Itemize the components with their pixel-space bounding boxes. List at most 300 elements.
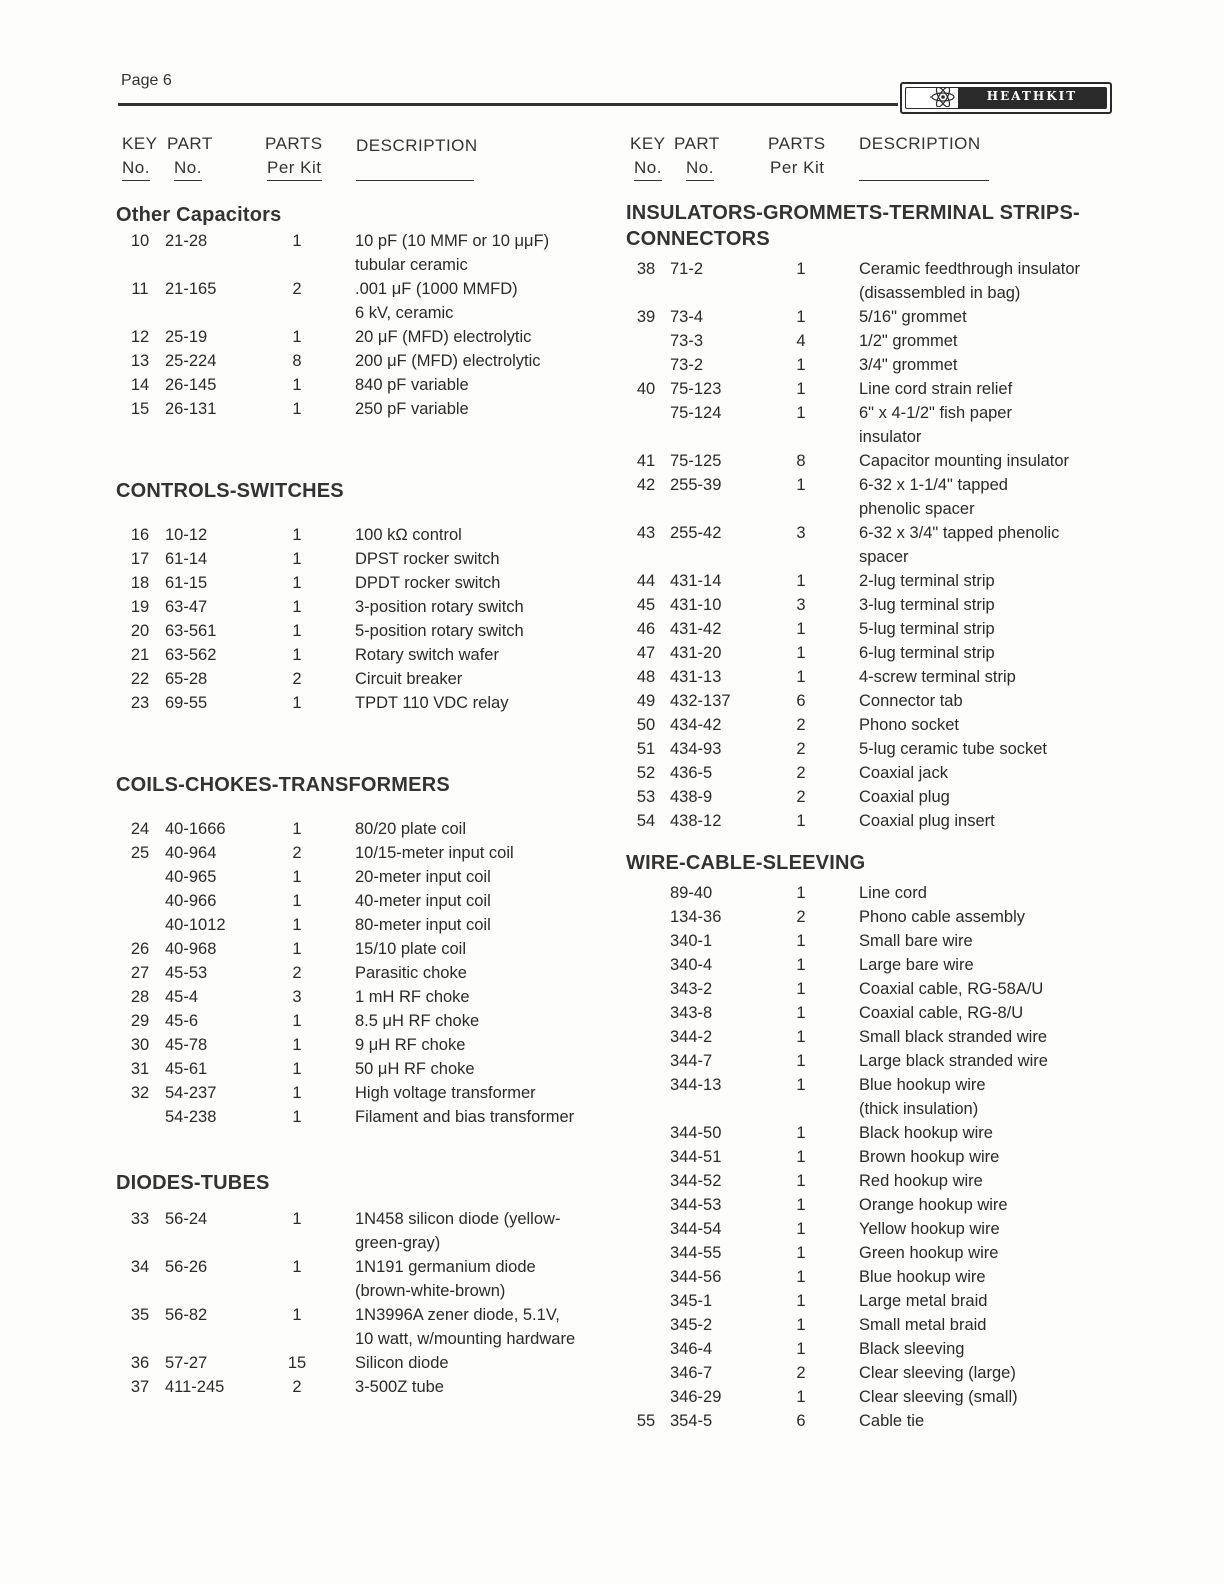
part-number: 431-20 [670, 644, 722, 662]
parts-per-kit: 1 [292, 1306, 302, 1324]
key-number: 22 [130, 670, 150, 688]
description: 10 pF (10 MMF or 10 μμF) [355, 232, 550, 250]
parts-per-kit: 1 [796, 1268, 806, 1286]
parts-per-kit: 1 [796, 1316, 806, 1334]
part-number: 45-61 [165, 1060, 208, 1078]
description: 100 kΩ control [355, 526, 462, 544]
header-part-bottom: No. [174, 156, 202, 181]
description: tubular ceramic [355, 256, 468, 274]
parts-per-kit: 1 [292, 820, 302, 838]
parts-per-kit: 1 [292, 598, 302, 616]
part-number: 75-124 [670, 404, 722, 422]
parts-per-kit: 1 [292, 694, 302, 712]
parts-per-kit: 1 [796, 572, 806, 590]
key-number: 30 [130, 1036, 150, 1054]
table-row [116, 280, 606, 328]
table-row [626, 476, 1106, 524]
section-title [116, 202, 606, 232]
part-number: 134-36 [670, 908, 722, 926]
table-row [626, 572, 1106, 596]
description: (brown-white-brown) [355, 1282, 506, 1300]
parts-per-kit: 1 [796, 1124, 806, 1142]
description: TPDT 110 VDC relay [355, 694, 509, 712]
description: Silicon diode [355, 1354, 449, 1372]
table-row [116, 868, 606, 892]
table-row [626, 596, 1106, 620]
parts-per-kit: 2 [292, 280, 302, 298]
header-rule [118, 103, 898, 106]
part-number: 69-55 [165, 694, 208, 712]
table-row [626, 764, 1106, 788]
table-row [116, 328, 606, 352]
header-part-top: PART [167, 134, 213, 153]
description: Parasitic choke [355, 964, 467, 982]
description: spacer [859, 548, 909, 566]
table-row [626, 1364, 1106, 1388]
table-row [626, 716, 1106, 740]
key-number: 27 [130, 964, 150, 982]
table-row [116, 964, 606, 988]
description: 8.5 μH RF choke [355, 1012, 480, 1030]
table-row [116, 1354, 606, 1378]
table-row [626, 308, 1106, 332]
parts-per-kit: 1 [292, 550, 302, 568]
table-row [626, 260, 1106, 308]
key-number: 51 [636, 740, 656, 758]
table-row [626, 788, 1106, 812]
part-number: 344-53 [670, 1196, 722, 1214]
key-number: 39 [636, 308, 656, 326]
parts-per-kit: 1 [292, 1084, 302, 1102]
parts-per-kit: 15 [287, 1354, 307, 1372]
part-number: 40-1012 [165, 916, 226, 934]
table-row [116, 1210, 606, 1258]
table-row [116, 574, 606, 598]
table-row [626, 980, 1106, 1004]
table-row [116, 646, 606, 670]
description: 3/4" grommet [859, 356, 958, 374]
parts-per-kit: 1 [796, 620, 806, 638]
description: .001 μF (1000 MMFD) [355, 280, 518, 298]
table-row [626, 1004, 1106, 1028]
part-number: 73-2 [670, 356, 704, 374]
description: Orange hookup wire [859, 1196, 1008, 1214]
key-number: 32 [130, 1084, 150, 1102]
table-row [116, 352, 606, 376]
key-number: 28 [130, 988, 150, 1006]
parts-per-kit: 1 [292, 1060, 302, 1078]
description: Coaxial plug insert [859, 812, 995, 830]
description: DPST rocker switch [355, 550, 500, 568]
part-number: 40-966 [165, 892, 217, 910]
key-number: 43 [636, 524, 656, 542]
parts-per-kit: 2 [292, 844, 302, 862]
header-parts-top: PARTS [768, 134, 826, 153]
description: 5-lug terminal strip [859, 620, 995, 638]
part-number: 26-131 [165, 400, 217, 418]
table-row [626, 1172, 1106, 1196]
table-row [116, 1012, 606, 1036]
table-row [116, 694, 606, 718]
description: Cable tie [859, 1412, 925, 1430]
section-title-line: CONNECTORS [626, 228, 770, 250]
table-row [626, 1148, 1106, 1172]
part-number: 344-56 [670, 1268, 722, 1286]
description: Ceramic feedthrough insulator [859, 260, 1081, 278]
table-row [626, 956, 1106, 980]
description: 1N3996A zener diode, 5.1V, [355, 1306, 560, 1324]
key-number: 55 [636, 1412, 656, 1430]
table-row [116, 400, 606, 424]
part-number: 45-4 [165, 988, 199, 1006]
header-parts-bottom: Per Kit [770, 158, 825, 177]
key-number: 49 [636, 692, 656, 710]
part-number: 54-238 [165, 1108, 217, 1126]
description: Large bare wire [859, 956, 974, 974]
column-header [116, 130, 606, 188]
key-number: 50 [636, 716, 656, 734]
table-row [626, 524, 1106, 572]
table-row [626, 812, 1106, 836]
part-number: 63-562 [165, 646, 217, 664]
key-number: 23 [130, 694, 150, 712]
part-number: 344-2 [670, 1028, 713, 1046]
parts-per-kit: 3 [796, 596, 806, 614]
description: 3-500Z tube [355, 1378, 444, 1396]
part-number: 431-14 [670, 572, 722, 590]
header-part-bottom: No. [686, 156, 714, 181]
part-number: 346-29 [670, 1388, 722, 1406]
parts-per-kit: 1 [292, 1258, 302, 1276]
parts-per-kit: 1 [292, 868, 302, 886]
table-row [626, 740, 1106, 764]
part-number: 343-8 [670, 1004, 713, 1022]
description: Red hookup wire [859, 1172, 983, 1190]
description: (disassembled in bag) [859, 284, 1021, 302]
section-title-line: COILS-CHOKES-TRANSFORMERS [116, 774, 450, 796]
table-row [626, 644, 1106, 668]
description: 840 pF variable [355, 376, 469, 394]
parts-per-kit: 1 [796, 1340, 806, 1358]
parts-per-kit: 1 [796, 1076, 806, 1094]
description: Coaxial cable, RG-58A/U [859, 980, 1044, 998]
description: Clear sleeving (large) [859, 1364, 1016, 1382]
heathkit-logo [900, 82, 1112, 114]
key-number: 19 [130, 598, 150, 616]
table-row [116, 844, 606, 868]
part-number: 63-561 [165, 622, 217, 640]
description: Black hookup wire [859, 1124, 993, 1142]
description: 20-meter input coil [355, 868, 491, 886]
header-parts-top: PARTS [265, 134, 323, 153]
parts-per-kit: 2 [292, 1378, 302, 1396]
parts-per-kit: 1 [292, 376, 302, 394]
parts-per-kit: 3 [796, 524, 806, 542]
part-number: 346-4 [670, 1340, 713, 1358]
parts-per-kit: 1 [796, 1196, 806, 1214]
section-title-line: INSULATORS-GROMMETS-TERMINAL STRIPS- [626, 202, 1080, 224]
parts-per-kit: 2 [796, 788, 806, 806]
key-number: 45 [636, 596, 656, 614]
table-row [626, 1316, 1106, 1340]
part-number: 71-2 [670, 260, 704, 278]
part-number: 54-237 [165, 1084, 217, 1102]
part-number: 61-14 [165, 550, 208, 568]
table-row [626, 332, 1106, 356]
parts-per-kit: 4 [796, 332, 806, 350]
table-row [116, 1378, 606, 1402]
table-row [116, 916, 606, 940]
description: Small metal braid [859, 1316, 987, 1334]
key-number: 14 [130, 376, 150, 394]
part-number: 411-245 [165, 1378, 225, 1396]
parts-per-kit: 1 [796, 644, 806, 662]
parts-per-kit: 2 [796, 716, 806, 734]
parts-per-kit: 1 [796, 1244, 806, 1262]
key-number: 21 [130, 646, 150, 664]
table-row [116, 988, 606, 1012]
table-row [626, 668, 1106, 692]
part-number: 438-12 [670, 812, 722, 830]
table-row [626, 1412, 1106, 1436]
table-row [116, 550, 606, 574]
description: 1N191 germanium diode [355, 1258, 536, 1276]
description: Large metal braid [859, 1292, 988, 1310]
section-title [626, 850, 1106, 884]
parts-per-kit: 1 [292, 400, 302, 418]
parts-per-kit: 1 [292, 1012, 302, 1030]
description: 250 pF variable [355, 400, 469, 418]
description: Phono socket [859, 716, 959, 734]
description: phenolic spacer [859, 500, 975, 518]
part-number: 21-165 [165, 280, 217, 298]
section-title-line: Other Capacitors [116, 204, 282, 226]
key-number: 52 [636, 764, 656, 782]
parts-per-kit: 1 [292, 232, 302, 250]
part-number: 89-40 [670, 884, 713, 902]
section-title [626, 200, 1106, 260]
description: DPDT rocker switch [355, 574, 501, 592]
description: 6 kV, ceramic [355, 304, 454, 322]
part-number: 344-52 [670, 1172, 722, 1190]
description: 20 μF (MFD) electrolytic [355, 328, 532, 346]
header-key-top: KEY [122, 134, 158, 153]
key-number: 29 [130, 1012, 150, 1030]
parts-per-kit: 1 [796, 956, 806, 974]
section-title [116, 1170, 606, 1210]
description: 6-32 x 3/4" tapped phenolic [859, 524, 1060, 542]
parts-per-kit: 1 [292, 1108, 302, 1126]
table-row [626, 1340, 1106, 1364]
part-number: 346-7 [670, 1364, 713, 1382]
part-number: 21-28 [165, 232, 208, 250]
description: 1/2" grommet [859, 332, 958, 350]
description: Yellow hookup wire [859, 1220, 1000, 1238]
description: Rotary switch wafer [355, 646, 499, 664]
key-number: 15 [130, 400, 150, 418]
part-number: 56-82 [165, 1306, 208, 1324]
part-number: 340-4 [670, 956, 713, 974]
part-number: 438-9 [670, 788, 713, 806]
table-row [116, 1084, 606, 1108]
key-number: 12 [130, 328, 150, 346]
table-row [116, 820, 606, 844]
table-row [116, 892, 606, 916]
description: Phono cable assembly [859, 908, 1026, 926]
key-number: 41 [636, 452, 656, 470]
description: Black sleeving [859, 1340, 965, 1358]
column-header [626, 130, 1106, 188]
key-number: 54 [636, 812, 656, 830]
parts-per-kit: 1 [796, 1148, 806, 1166]
description: 6" x 4-1/2" fish paper [859, 404, 1012, 422]
part-number: 73-3 [670, 332, 704, 350]
part-number: 436-5 [670, 764, 713, 782]
key-number: 35 [130, 1306, 150, 1324]
description: 80-meter input coil [355, 916, 491, 934]
part-number: 10-12 [165, 526, 208, 544]
section-title-line: WIRE-CABLE-SLEEVING [626, 852, 866, 874]
parts-section [116, 478, 606, 718]
part-number: 40-1666 [165, 820, 226, 838]
table-row [116, 1306, 606, 1354]
parts-per-kit: 1 [796, 980, 806, 998]
description: 40-meter input coil [355, 892, 491, 910]
description: 2-lug terminal strip [859, 572, 995, 590]
parts-per-kit: 1 [796, 1292, 806, 1310]
table-row [626, 404, 1106, 452]
description: Clear sleeving (small) [859, 1388, 1018, 1406]
part-number: 434-42 [670, 716, 722, 734]
section-title-line: CONTROLS-SWITCHES [116, 480, 344, 502]
description: green-gray) [355, 1234, 441, 1252]
description: Capacitor mounting insulator [859, 452, 1070, 470]
part-number: 344-13 [670, 1076, 722, 1094]
table-row [116, 622, 606, 646]
description: Blue hookup wire [859, 1268, 986, 1286]
parts-section [626, 850, 1106, 1436]
parts-per-kit: 1 [796, 1220, 806, 1238]
description: 50 μH RF choke [355, 1060, 475, 1078]
description: Brown hookup wire [859, 1148, 1000, 1166]
part-number: 432-137 [670, 692, 731, 710]
part-number: 344-51 [670, 1148, 722, 1166]
table-row [626, 1388, 1106, 1412]
section-title [116, 772, 606, 820]
table-row [626, 356, 1106, 380]
part-number: 255-39 [670, 476, 722, 494]
description: 10 watt, w/mounting hardware [355, 1330, 576, 1348]
header-part-top: PART [674, 134, 720, 153]
page-number: Page 6 [121, 72, 172, 89]
key-number: 37 [130, 1378, 150, 1396]
description: 4-screw terminal strip [859, 668, 1016, 686]
part-number: 345-2 [670, 1316, 713, 1334]
part-number: 340-1 [670, 932, 713, 950]
parts-section [626, 200, 1106, 836]
parts-per-kit: 1 [796, 476, 806, 494]
header-key-top: KEY [630, 134, 666, 153]
description: 3-position rotary switch [355, 598, 524, 616]
part-number: 25-19 [165, 328, 208, 346]
key-number: 46 [636, 620, 656, 638]
part-number: 354-5 [670, 1412, 713, 1430]
description: 3-lug terminal strip [859, 596, 995, 614]
key-number: 10 [130, 232, 150, 250]
key-number: 42 [636, 476, 656, 494]
description: (thick insulation) [859, 1100, 979, 1118]
table-row [626, 1052, 1106, 1076]
parts-per-kit: 1 [796, 668, 806, 686]
description: Coaxial jack [859, 764, 948, 782]
part-number: 344-55 [670, 1244, 722, 1262]
key-number: 24 [130, 820, 150, 838]
description: 6-32 x 1-1/4" tapped [859, 476, 1008, 494]
description: Circuit breaker [355, 670, 463, 688]
description: Green hookup wire [859, 1244, 999, 1262]
parts-column-right [626, 130, 1106, 1436]
table-row [116, 1060, 606, 1084]
parts-per-kit: 2 [292, 670, 302, 688]
part-number: 344-54 [670, 1220, 722, 1238]
table-row [116, 376, 606, 400]
parts-per-kit: 1 [796, 1172, 806, 1190]
parts-per-kit: 2 [796, 764, 806, 782]
part-number: 40-965 [165, 868, 217, 886]
table-row [116, 598, 606, 622]
part-number: 65-28 [165, 670, 208, 688]
part-number: 57-27 [165, 1354, 208, 1372]
table-row [116, 670, 606, 694]
header-key-bottom: No. [122, 156, 150, 181]
parts-per-kit: 1 [796, 1028, 806, 1046]
parts-per-kit: 1 [292, 622, 302, 640]
key-number: 11 [131, 280, 149, 298]
table-row [626, 692, 1106, 716]
parts-per-kit: 1 [796, 1388, 806, 1406]
part-number: 45-53 [165, 964, 208, 982]
part-number: 434-93 [670, 740, 722, 758]
parts-per-kit: 1 [292, 328, 302, 346]
description: insulator [859, 428, 922, 446]
key-number: 16 [130, 526, 150, 544]
parts-column-left [116, 130, 606, 1402]
description: Coaxial plug [859, 788, 950, 806]
description: 5/16" grommet [859, 308, 967, 326]
part-number: 45-78 [165, 1036, 208, 1054]
part-number: 75-123 [670, 380, 722, 398]
atom-icon [930, 87, 956, 107]
description: 200 μF (MFD) electrolytic [355, 352, 541, 370]
part-number: 345-1 [670, 1292, 713, 1310]
table-row [626, 380, 1106, 404]
part-number: 343-2 [670, 980, 713, 998]
parts-per-kit: 1 [796, 356, 806, 374]
description: 1 mH RF choke [355, 988, 470, 1006]
key-number: 44 [636, 572, 656, 590]
part-number: 344-50 [670, 1124, 722, 1142]
parts-per-kit: 1 [796, 812, 806, 830]
header-parts-bottom: Per Kit [267, 156, 322, 181]
parts-per-kit: 3 [292, 988, 302, 1006]
description: 1N458 silicon diode (yellow- [355, 1210, 561, 1228]
section-title [116, 478, 606, 526]
parts-per-kit: 1 [796, 260, 806, 278]
parts-per-kit: 1 [796, 1052, 806, 1070]
parts-per-kit: 1 [796, 380, 806, 398]
parts-section [116, 772, 606, 1132]
parts-per-kit: 1 [796, 1004, 806, 1022]
